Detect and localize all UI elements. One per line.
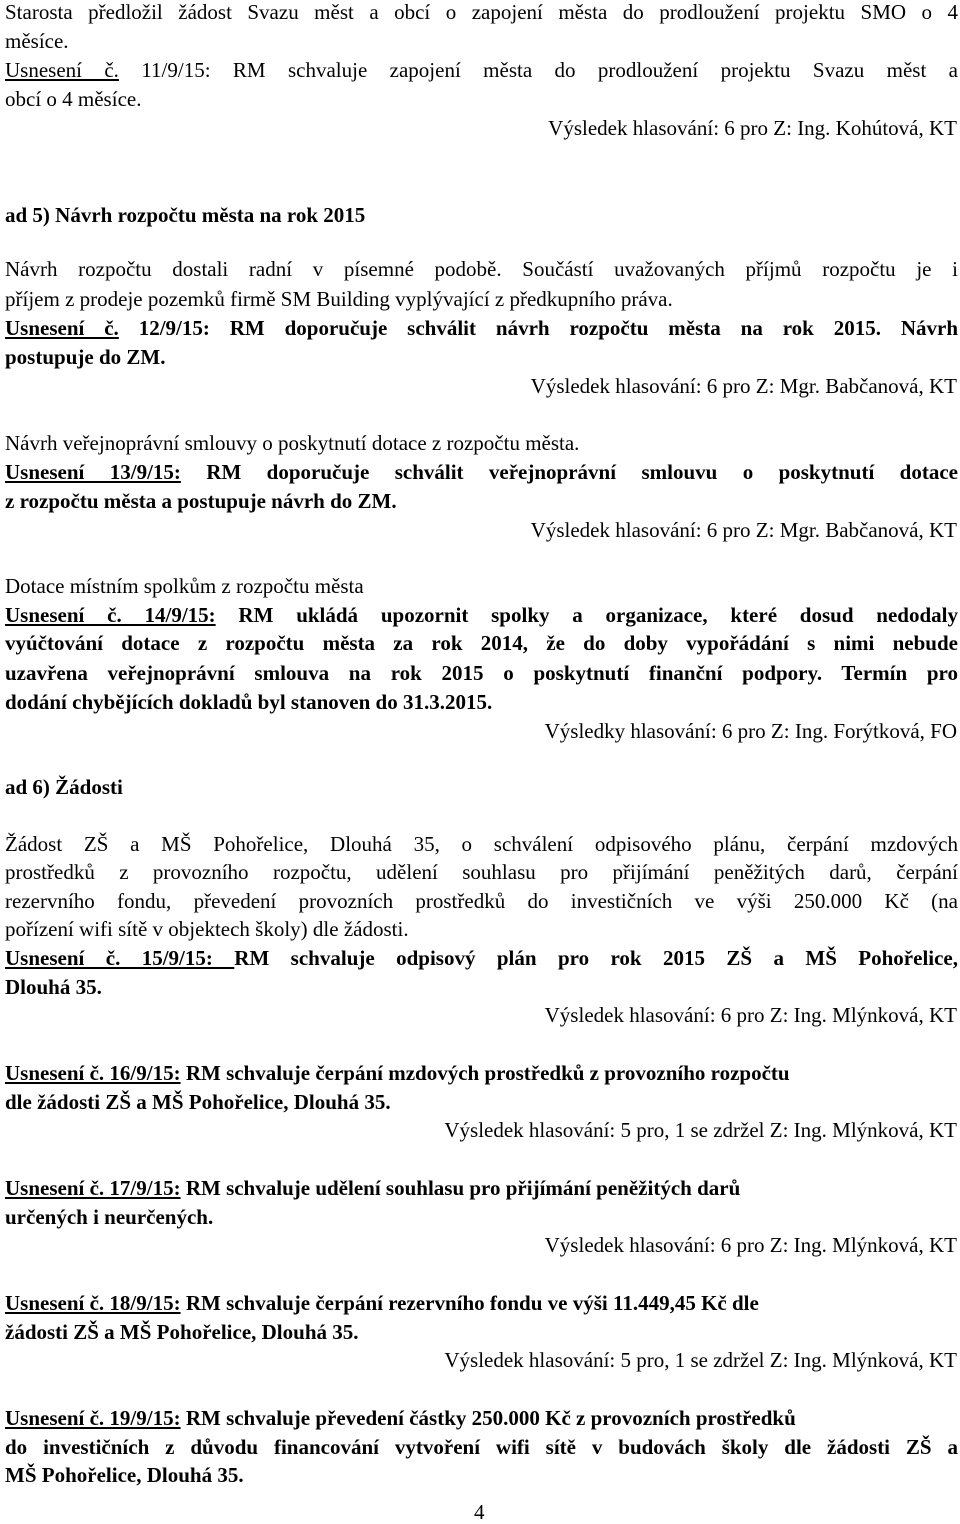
resolution-text: RM schvaluje čerpání rezervního fondu ve výši 11.449,45 Kč dle [180, 1291, 759, 1315]
vote-result: Výsledek hlasování: 5 pro, 1 se zdržel Z: Ing. Mlýnková, KT [444, 1118, 957, 1142]
resolution-14 [5, 603, 958, 627]
resolution-text: 11/9/15: RM schvaluje zapojení města do prodloužení projektu Svazu měst a [118, 58, 958, 82]
resolution-text: RM doporučuje schválit veřejnoprávní smlouvu o poskytnutí dotace [180, 460, 958, 484]
vote-result: Výsledek hlasování: 6 pro Z: Mgr. Babčanová, KT [530, 374, 957, 398]
text-line: Dlouhá 35. [5, 975, 102, 999]
resolution-text: RM ukládá upozornit spolky a organizace, které dosud nedodaly [215, 603, 958, 627]
text-line: žádosti ZŠ a MŠ Pohořelice, Dlouhá 35. [5, 1320, 359, 1344]
text-line: z rozpočtu města a postupuje návrh do ZM. [5, 489, 397, 513]
text-line: postupuje do ZM. [5, 345, 166, 369]
vote-result: Výsledek hlasování: 5 pro, 1 se zdržel Z: Ing. Mlýnková, KT [444, 1348, 957, 1372]
resolution-11 [5, 58, 958, 82]
resolution-label: Usnesení č. 19/9/15: [5, 1406, 181, 1430]
vote-result: Výsledek hlasování: 6 pro Z: Ing. Mlýnková, KT [544, 1003, 957, 1027]
resolution-label: Usnesení 13/9/15: [5, 460, 181, 484]
resolution-label: Usnesení č. 17/9/15: [5, 1176, 181, 1200]
text-line: Žádost ZŠ a MŠ Pohořelice, Dlouhá 35, o schválení odpisového plánu, čerpání mzdových [5, 832, 958, 856]
resolution-13 [5, 460, 958, 484]
text-line: dodání chybějících dokladů byl stanoven do 31.3.2015. [5, 690, 493, 714]
subsection-title: Dotace místním spolkům z rozpočtu města [5, 574, 364, 598]
resolution-label: Usnesení č. 18/9/15: [5, 1291, 181, 1315]
resolution-18 [5, 1291, 759, 1315]
resolution-16 [5, 1061, 790, 1085]
resolution-text: RM schvaluje převedení částky 250.000 Kč z provozních prostředků [180, 1406, 796, 1430]
resolution-19 [5, 1406, 796, 1430]
text-line: vyúčtování dotace z rozpočtu města za rok 2014, že do doby vypořádání s nimi nebude [5, 631, 958, 655]
text-line: Starosta předložil žádost Svazu měst a obcí o zapojení města do prodloužení projektu SMO o 4 [5, 0, 958, 24]
text-line: určených i neurčených. [5, 1205, 214, 1229]
text-line: uzavřena veřejnoprávní smlouva na rok 2015 o poskytnutí finanční podpory. Termín pro [5, 661, 958, 685]
resolution-text: RM schvaluje udělení souhlasu pro přijímání peněžitých darů [180, 1176, 741, 1200]
resolution-label: Usnesení č. 15/9/15: [5, 946, 235, 970]
text-line: Návrh rozpočtu dostali radní v písemné podobě. Součástí uvažovaných příjmů rozpočtu je i [5, 257, 958, 281]
text-line: obcí o 4 měsíce. [5, 87, 142, 111]
section-heading-5: ad 5) Návrh rozpočtu města na rok 2015 [5, 203, 366, 227]
resolution-text: RM schvaluje čerpání mzdových prostředků z provozního rozpočtu [180, 1061, 790, 1085]
resolution-label: Usnesení č. [5, 58, 119, 82]
text-line: MŠ Pohořelice, Dlouhá 35. [5, 1463, 244, 1487]
vote-result: Výsledky hlasování: 6 pro Z: Ing. Forýtková, FO [544, 719, 957, 743]
text-line: dle žádosti ZŠ a MŠ Pohořelice, Dlouhá 35. [5, 1090, 391, 1114]
vote-result: Výsledek hlasování: 6 pro Z: Ing. Kohútová, KT [548, 116, 957, 140]
resolution-12 [5, 316, 958, 340]
text-line: rezervního fondu, převedení provozních prostředků do investičních ve výši 250.000 Kč (na [5, 889, 958, 913]
vote-result: Výsledek hlasování: 6 pro Z: Ing. Mlýnková, KT [544, 1233, 957, 1257]
resolution-17 [5, 1176, 740, 1200]
resolution-text: 12/9/15: RM doporučuje schválit návrh rozpočtu města na rok 2015. Návrh [118, 316, 959, 340]
page-number: 4 [474, 1500, 485, 1524]
resolution-label: Usnesení č. 14/9/15: [5, 603, 216, 627]
resolution-label: Usnesení č. [5, 316, 119, 340]
text-line: měsíce. [5, 29, 69, 53]
text-line: prostředků z provozního rozpočtu, udělení souhlasu pro přijímání peněžitých darů, čerpání [5, 860, 958, 884]
text-line: do investičních z důvodu financování vytvoření wifi sítě v budovách školy dle žádosti ZŠ a [5, 1435, 958, 1459]
vote-result: Výsledek hlasování: 6 pro Z: Mgr. Babčanová, KT [530, 518, 957, 542]
resolution-15 [5, 946, 958, 970]
subsection-title: Návrh veřejnoprávní smlouvy o poskytnutí dotace z rozpočtu města. [5, 431, 580, 455]
text-line: pořízení wifi sítě v objektech školy) dle žádosti. [5, 917, 409, 941]
resolution-text: RM schvaluje odpisový plán pro rok 2015 ZŠ a MŠ Pohořelice, [234, 946, 959, 970]
text-line: příjem z prodeje pozemků firmě SM Building vyplývající z předkupního práva. [5, 287, 673, 311]
section-heading-6: ad 6) Žádosti [5, 775, 123, 799]
resolution-label: Usnesení č. 16/9/15: [5, 1061, 181, 1085]
